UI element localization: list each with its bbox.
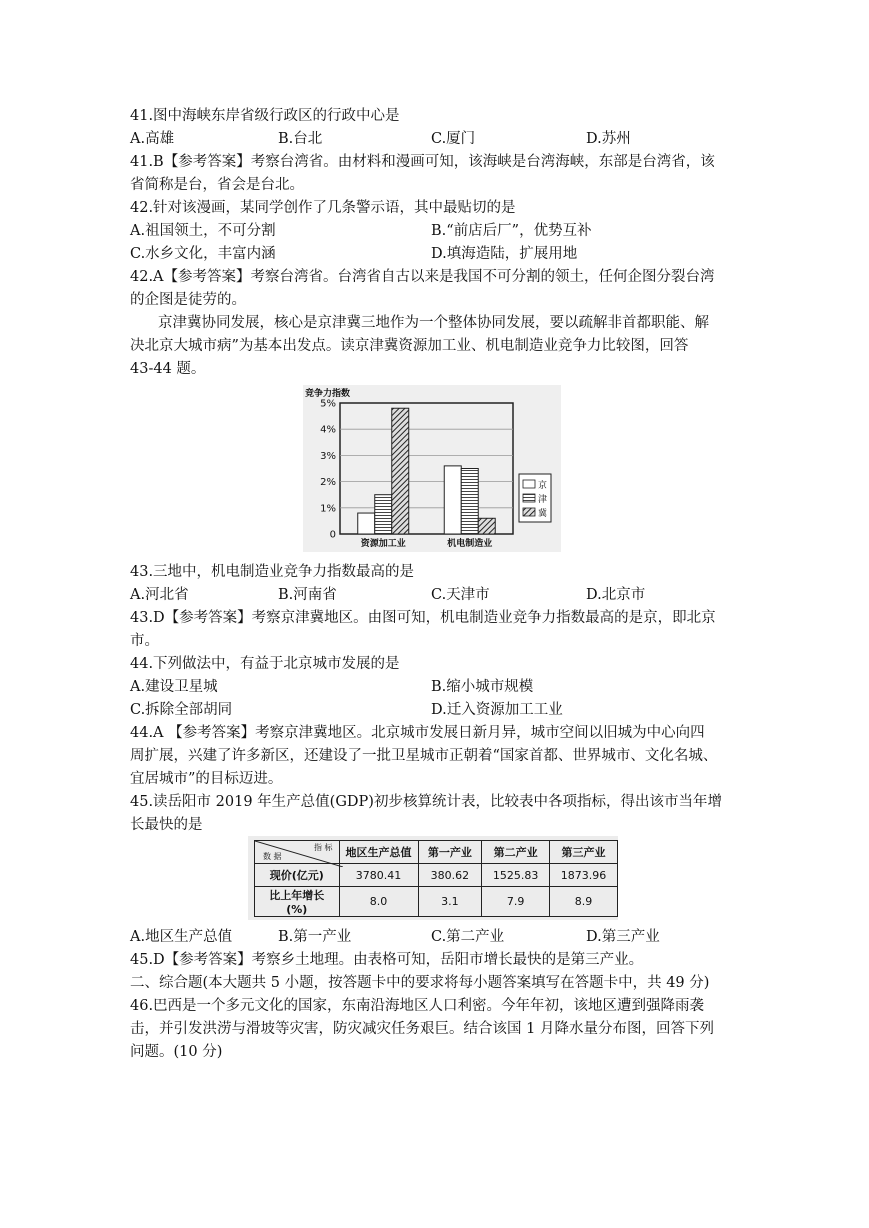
y-tick-label: 2% bbox=[320, 477, 336, 489]
gdp-table-image bbox=[248, 836, 618, 920]
bar bbox=[392, 408, 409, 534]
table-cell: 1873.96 bbox=[550, 864, 618, 887]
q43-question: 43.三地中，机电制造业竞争力指数最高的是 bbox=[130, 564, 415, 580]
q44-answer-line-2: 周扩展，兴建了许多新区，还建设了一批卫星城市正朝着“国家首都、世界城市、文化名城、 bbox=[130, 748, 718, 764]
q46-line-1: 46.巴西是一个多元文化的国家，东南沿海地区人口利密。今年年初，该地区遭到强降雨袭 bbox=[130, 998, 705, 1014]
y-tick-label: 4% bbox=[320, 424, 336, 436]
q44-option-a: A.建设卫星城 bbox=[130, 679, 218, 695]
q41-question: 41.图中海峡东岸省级行政区的行政中心是 bbox=[130, 108, 400, 124]
q41-answer-line-1: 41.B【参考答案】考察台湾省。由材料和漫画可知，该海峡是台湾海峡，东部是台湾省，该 bbox=[130, 154, 715, 170]
q42-question: 42.针对该漫画，某同学创作了几条警示语，其中最贴切的是 bbox=[130, 200, 516, 216]
q42-option-b: B.“前店后厂”，优势互补 bbox=[431, 223, 592, 239]
q41-option-c: C.厦门 bbox=[431, 131, 476, 147]
q44-option-b: B.缩小城市规模 bbox=[431, 679, 534, 695]
table-cell: 3780.41 bbox=[339, 864, 418, 887]
table-cell: 1525.83 bbox=[482, 864, 550, 887]
q45-option-b: B.第一产业 bbox=[278, 929, 352, 945]
q44-answer-line-3: 宜居城市”的目标迈进。 bbox=[130, 771, 283, 787]
y-tick-label: 1% bbox=[320, 503, 336, 515]
table-row bbox=[255, 887, 618, 917]
table-cell: 380.62 bbox=[418, 864, 482, 887]
x-category-label: 机电制造业 bbox=[447, 539, 493, 549]
y-tick-label: 3% bbox=[320, 450, 336, 462]
q45-option-c: C.第二产业 bbox=[431, 929, 505, 945]
chart-svg bbox=[303, 385, 561, 552]
table-header: 地区生产总值 bbox=[339, 841, 418, 864]
intro-line-2: 决北京大城市病”为基本出发点。读京津冀资源加工业、机电制造业竞争力比较图，回答 bbox=[130, 338, 689, 354]
corner-top-label: 指 标 bbox=[313, 843, 333, 852]
table-cell: 3.1 bbox=[418, 887, 482, 917]
section2-heading: 二、综合题(本大题共 5 小题，按答题卡中的要求将每小题答案填写在答题卡中，共 49 分) bbox=[130, 975, 710, 991]
legend-swatch bbox=[523, 494, 535, 502]
q45-question-line-2: 长最快的是 bbox=[130, 817, 203, 833]
q43-answer-line-1: 43.D【参考答案】考察京津冀地区。由图可知，机电制造业竞争力指数最高的是京，即北京 bbox=[130, 610, 716, 626]
q43-answer-line-2: 市。 bbox=[130, 633, 159, 649]
bar bbox=[478, 518, 495, 534]
q45-answer-line-1: 45.D【参考答案】考察乡土地理。由表格可知，岳阳市增长最快的是第三产业。 bbox=[130, 952, 644, 968]
q44-question: 44.下列做法中，有益于北京城市发展的是 bbox=[130, 656, 400, 672]
competitiveness-chart bbox=[303, 385, 561, 552]
legend-swatch bbox=[523, 480, 535, 488]
table-header: 第一产业 bbox=[418, 841, 482, 864]
bar bbox=[444, 466, 461, 534]
x-category-label: 资源加工业 bbox=[360, 539, 406, 549]
chart-title: 竞争力指数 bbox=[305, 389, 351, 399]
legend-label: 津 bbox=[538, 495, 548, 505]
intro-line-1: 京津冀协同发展，核心是京津冀三地作为一个整体协同发展，要以疏解非首都职能、解 bbox=[158, 315, 709, 331]
table-cell: 8.0 bbox=[339, 887, 418, 917]
gdp-table bbox=[254, 840, 618, 917]
q45-option-a: A.地区生产总值 bbox=[130, 929, 233, 945]
q44-option-c: C.拆除全部胡同 bbox=[130, 702, 233, 718]
legend-label: 冀 bbox=[538, 509, 548, 519]
q42-option-a: A.祖国领土，不可分割 bbox=[130, 223, 276, 239]
q43-option-a: A.河北省 bbox=[130, 587, 189, 603]
q41-option-a: A.高雄 bbox=[130, 131, 175, 147]
table-cell: 7.9 bbox=[482, 887, 550, 917]
table-corner-cell bbox=[255, 841, 340, 864]
legend-label: 京 bbox=[538, 481, 548, 491]
q44-answer-line-1: 44.A 【参考答案】考察京津冀地区。北京城市发展日新月异，城市空间以旧城为中心向四 bbox=[130, 725, 705, 741]
bar bbox=[358, 513, 375, 534]
q41-option-d: D.苏州 bbox=[586, 131, 631, 147]
table-header-row bbox=[255, 841, 618, 864]
q42-option-d: D.填海造陆，扩展用地 bbox=[431, 246, 578, 262]
q42-option-c: C.水乡文化，丰富内涵 bbox=[130, 246, 276, 262]
q43-option-c: C.天津市 bbox=[431, 587, 490, 603]
q43-option-d: D.北京市 bbox=[586, 587, 646, 603]
q42-answer-line-2: 的企图是徒劳的。 bbox=[130, 292, 246, 308]
bar bbox=[375, 495, 392, 534]
corner-bottom-label: 数 据 bbox=[263, 852, 282, 861]
intro-line-3: 43-44 题。 bbox=[130, 361, 206, 377]
q41-option-b: B.台北 bbox=[278, 131, 323, 147]
table-cell: 8.9 bbox=[550, 887, 618, 917]
q43-option-b: B.河南省 bbox=[278, 587, 337, 603]
q46-line-2: 击，并引发洪涝与滑坡等灾害，防灾减灾任务艰巨。结合该国 1 月降水量分布图，回答下列 bbox=[130, 1021, 714, 1037]
legend-swatch bbox=[523, 508, 535, 516]
q46-line-3: 问题。(10 分) bbox=[130, 1044, 223, 1060]
table-row-label: 现价(亿元) bbox=[255, 864, 340, 887]
y-tick-label: 5% bbox=[320, 398, 336, 410]
table-row-label: 比上年增长(%) bbox=[255, 887, 340, 917]
table-header: 第三产业 bbox=[550, 841, 618, 864]
q45-option-d: D.第三产业 bbox=[586, 929, 660, 945]
q41-answer-line-2: 省简称是台，省会是台北。 bbox=[130, 177, 304, 193]
q45-question-line-1: 45.读岳阳市 2019 年生产总值(GDP)初步核算统计表，比较表中各项指标，得出该市当年增 bbox=[130, 794, 722, 810]
y-tick-label: 0 bbox=[329, 529, 336, 541]
q42-answer-line-1: 42.A【参考答案】考察台湾省。台湾省自古以来是我国不可分割的领土，任何企图分裂台湾 bbox=[130, 269, 715, 285]
table-header: 第二产业 bbox=[482, 841, 550, 864]
q44-option-d: D.迁入资源加工工业 bbox=[431, 702, 563, 718]
bar bbox=[461, 469, 478, 535]
